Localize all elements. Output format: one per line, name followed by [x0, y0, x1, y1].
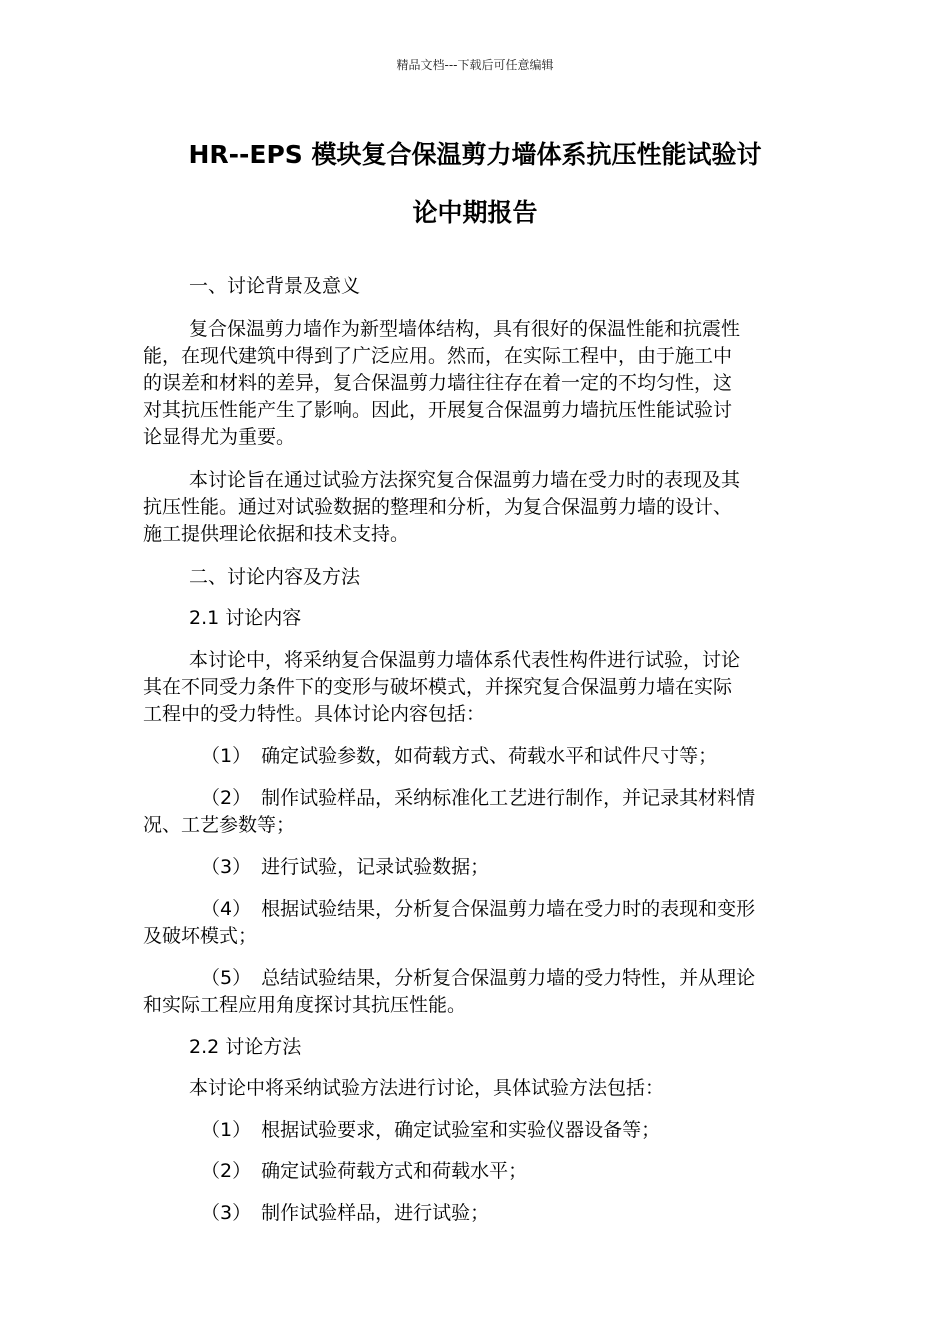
paragraph-line: 对其抗压性能产生了影响。因此，开展复合保温剪力墙抗压性能试验讨 — [143, 399, 733, 421]
section-heading-1: 一、讨论背景及意义 — [189, 275, 361, 297]
list-item-text: 总结试验结果，分析复合保温剪力墙的受力特性，并从理论 — [261, 967, 756, 989]
list-item-text: 根据试验要求，确定试验室和实验仪器设备等； — [261, 1119, 661, 1141]
list-item-line: 况、工艺参数等； — [143, 814, 296, 836]
paragraph-line: 本讨论旨在通过试验方法探究复合保温剪力墙在受力时的表现及其 — [189, 469, 741, 491]
list-item-line — [143, 1117, 793, 1144]
header-note: 精品文档---下载后可任意编辑 — [396, 58, 554, 72]
content-item-3 — [143, 854, 793, 881]
list-item-line — [143, 854, 793, 881]
list-item-number: （5） — [201, 967, 252, 989]
list-item-line — [143, 896, 793, 923]
list-item-line — [143, 1158, 793, 1185]
list-item-text: 确定试验参数，如荷载方式、荷载水平和试件尺寸等； — [261, 745, 718, 767]
paragraph-line: 复合保温剪力墙作为新型墙体结构，具有很好的保温性能和抗震性 — [189, 318, 741, 340]
list-item-number: （2） — [201, 787, 252, 809]
content-item-4 — [143, 896, 793, 950]
list-item-text: 制作试验样品，进行试验； — [261, 1202, 490, 1224]
list-item-text: 进行试验，记录试验数据； — [261, 856, 490, 878]
content-item-5 — [143, 965, 793, 1019]
paragraph-methods: 本讨论中将采纳试验方法进行讨论，具体试验方法包括： — [189, 1077, 665, 1099]
document-title-line-1: HR--EPS 模块复合保温剪力墙体系抗压性能试验讨 — [188, 140, 762, 169]
list-item-line — [143, 785, 793, 812]
paragraph-line: 论显得尤为重要。 — [143, 426, 296, 448]
paragraph-line: 施工提供理论依据和技术支持。 — [143, 523, 410, 545]
method-item-1 — [143, 1117, 793, 1144]
list-item-number: （2） — [201, 1160, 252, 1182]
paragraph-background — [143, 316, 793, 451]
paragraph-line: 能，在现代建筑中得到了广泛应用。然而，在实际工程中，由于施工中 — [143, 345, 733, 367]
content-item-2 — [143, 785, 793, 839]
list-item-number: （3） — [201, 856, 252, 878]
paragraph-research-content — [143, 647, 793, 728]
content-item-1 — [143, 743, 793, 770]
list-item-line — [143, 1200, 793, 1227]
list-item-line — [143, 743, 793, 770]
list-item-text: 根据试验结果，分析复合保温剪力墙在受力时的表现和变形 — [261, 898, 756, 920]
list-item-number: （1） — [201, 745, 252, 767]
list-item-line: 和实际工程应用角度探讨其抗压性能。 — [143, 994, 467, 1016]
list-item-text: 制作试验样品，采纳标准化工艺进行制作，并记录其材料情 — [261, 787, 756, 809]
paragraph-line: 的误差和材料的差异，复合保温剪力墙往往存在着一定的不均匀性，这 — [143, 372, 733, 394]
paragraph-line: 抗压性能。通过对试验数据的整理和分析，为复合保温剪力墙的设计、 — [143, 496, 733, 518]
list-item-number: （1） — [201, 1119, 252, 1141]
paragraph-line: 工程中的受力特性。具体讨论内容包括： — [143, 703, 486, 725]
list-item-line: 及破坏模式； — [143, 925, 258, 947]
method-item-3 — [143, 1200, 793, 1227]
subsection-heading-2-1: 2.1 讨论内容 — [189, 607, 302, 629]
list-item-line — [143, 965, 793, 992]
list-item-number: （4） — [201, 898, 252, 920]
document-title-line-2: 论中期报告 — [412, 198, 538, 227]
subsection-heading-2-2: 2.2 讨论方法 — [189, 1036, 302, 1058]
list-item-text: 确定试验荷载方式和荷载水平； — [261, 1160, 528, 1182]
list-item-number: （3） — [201, 1202, 252, 1224]
paragraph-line: 其在不同受力条件下的变形与破坏模式，并探究复合保温剪力墙在实际 — [143, 676, 733, 698]
method-item-2 — [143, 1158, 793, 1185]
section-heading-2: 二、讨论内容及方法 — [189, 566, 361, 588]
paragraph-line: 本讨论中，将采纳复合保温剪力墙体系代表性构件进行试验，讨论 — [189, 649, 741, 671]
paragraph-purpose — [143, 467, 793, 548]
